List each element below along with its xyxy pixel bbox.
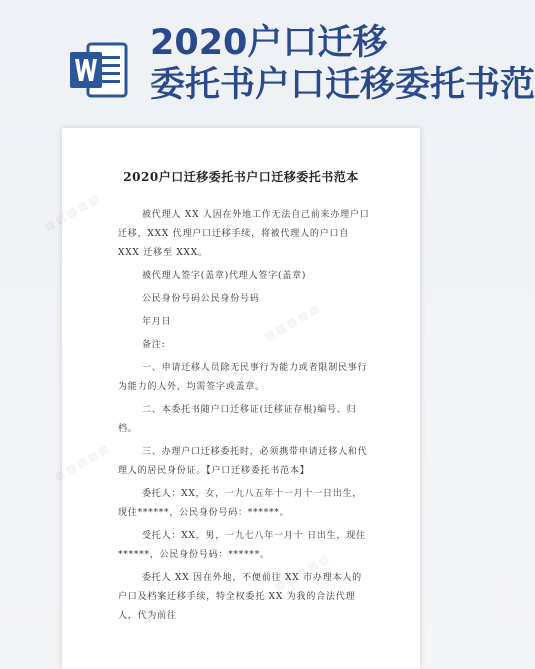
- word-document-icon: [66, 38, 130, 102]
- paragraph: 二、本委托书随户口迁移证(迁移证存根)编号、归档。: [118, 405, 357, 434]
- watermark: ▨ ▨ ▨ ▨ ▨: [43, 193, 101, 234]
- document-page: [43, 128, 420, 669]
- paragraph: 被代理人签字(盖章)代理人签字(盖章): [142, 271, 307, 281]
- header: [0, 0, 535, 110]
- document-body: [118, 206, 370, 630]
- paragraph: 公民身份号码公民身份号码: [142, 294, 260, 304]
- page-title-line-2: 委托书户口迁移委托书范: [150, 65, 535, 105]
- paragraph: 一、申请迁移人员除无民事行为能力或者限制民事行为能力的人外，均需签字或盖章。: [118, 363, 368, 392]
- page-title-line-1: 2020户口迁移: [150, 23, 388, 63]
- paragraph: 受托人：XX，男，一九七八年一月十 日出生，现住******，公民身份号码：******。: [118, 531, 366, 560]
- paragraph: 被代理人 XX 人因在外地工作无法自己前来办理户口迁移，XXX 代理户口迁移手续，将被代理人的户口自 XXX 迁移至 XXX。: [118, 210, 370, 258]
- paragraph: 委托人：XX，女，一九八五年十一月十一日出生，现住******，公民身份号码：******。: [118, 489, 363, 518]
- paragraph: 委托人 XX 因在外地，不便前往 XX 市办理本人的户口及档案迁移手续，特全权委托 XX 为我的合法代理人，代为前往: [118, 573, 362, 621]
- paragraph: 年月日: [142, 317, 172, 327]
- watermark: ▨ ▨ ▨ ▨ ▨: [53, 443, 111, 484]
- document-title: 2020户口迁移委托书户口迁移委托书范本: [123, 170, 359, 184]
- paragraph: 三、办理户口迁移委托时，必须携带申请迁移人和代理人的居民身份证。【户口迁移委托书范本】: [118, 447, 368, 476]
- watermark: ▨ ▨ ▨ ▨ ▨: [263, 303, 321, 344]
- watermark: ▨ ▨ ▨ ▨ ▨: [273, 553, 331, 594]
- paragraph: 备注:: [142, 340, 166, 350]
